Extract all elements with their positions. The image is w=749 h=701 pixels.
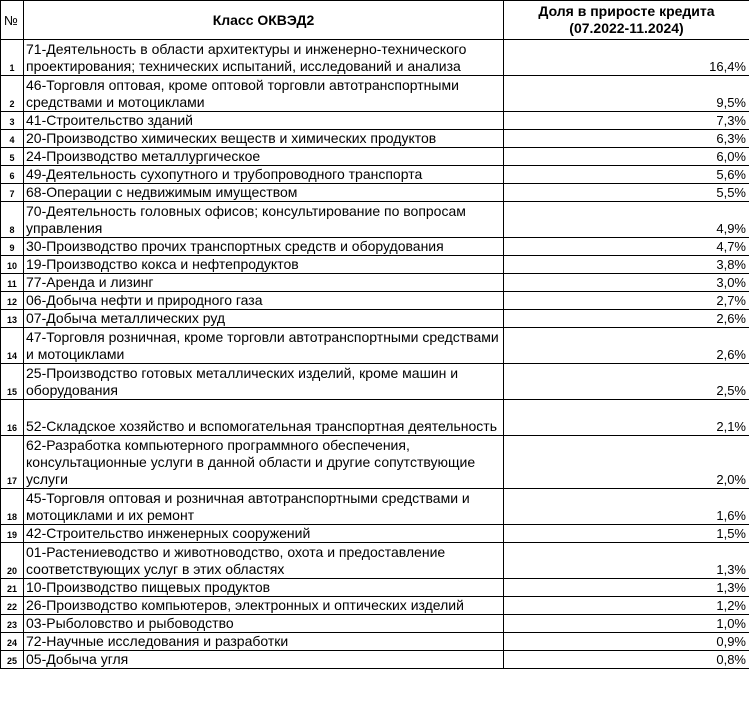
table-row [1, 256, 749, 274]
row-okved-class: 10-Производство пищевых продуктов [24, 579, 504, 597]
row-okved-class: 05-Добыча угля [24, 651, 504, 669]
table-row [1, 633, 749, 651]
table-row [1, 130, 749, 148]
header-share-title: Доля в приросте кредита [538, 3, 715, 19]
row-okved-class: 62-Разработка компьютерного программного обеспечения, консультационные услуги в данной области и другие сопутствующие услуги [24, 436, 504, 489]
row-share-value: 5,5% [504, 184, 749, 202]
row-number: 22 [1, 597, 24, 615]
row-share-value: 2,7% [504, 292, 749, 310]
row-number: 8 [1, 202, 24, 238]
table-row [1, 310, 749, 328]
header-number: № [1, 1, 24, 40]
row-okved-class: 41-Строительство зданий [24, 112, 504, 130]
row-okved-class: 46-Торговля оптовая, кроме оптовой торговли автотранспортными средствами и мотоциклами [24, 76, 504, 112]
row-number: 25 [1, 651, 24, 669]
row-okved-class: 20-Производство химических веществ и химических продуктов [24, 130, 504, 148]
table-row [1, 148, 749, 166]
row-share-value: 1,3% [504, 543, 749, 579]
row-number: 2 [1, 76, 24, 112]
header-share [504, 1, 749, 40]
row-okved-class: 71-Деятельность в области архитектуры и инженерно-технического проектирования; технических испытаний, исследований и анализа [24, 40, 504, 76]
row-number: 15 [1, 364, 24, 400]
row-number: 24 [1, 633, 24, 651]
row-share-value: 1,5% [504, 525, 749, 543]
table-row [1, 40, 749, 76]
row-share-value: 9,5% [504, 76, 749, 112]
row-share-value: 5,6% [504, 166, 749, 184]
header-class: Класс ОКВЭД2 [24, 1, 504, 40]
row-share-value: 16,4% [504, 40, 749, 76]
row-number: 21 [1, 579, 24, 597]
table-row [1, 184, 749, 202]
row-share-value: 6,0% [504, 148, 749, 166]
row-number: 16 [1, 400, 24, 436]
row-okved-class: 06-Добыча нефти и природного газа [24, 292, 504, 310]
row-share-value: 1,3% [504, 579, 749, 597]
row-share-value: 2,5% [504, 364, 749, 400]
table-row [1, 238, 749, 256]
table-row [1, 615, 749, 633]
table-row [1, 76, 749, 112]
row-share-value: 2,6% [504, 328, 749, 364]
row-number: 19 [1, 525, 24, 543]
row-share-value: 1,0% [504, 615, 749, 633]
row-number: 11 [1, 274, 24, 292]
row-share-value: 2,6% [504, 310, 749, 328]
row-okved-class: 68-Операции с недвижимым имуществом [24, 184, 504, 202]
table-row [1, 489, 749, 525]
row-okved-class: 07-Добыча металлических руд [24, 310, 504, 328]
row-okved-class: 47-Торговля розничная, кроме торговли автотранспортными средствами и мотоциклами [24, 328, 504, 364]
row-okved-class: 77-Аренда и лизинг [24, 274, 504, 292]
row-number: 5 [1, 148, 24, 166]
row-share-value: 2,1% [504, 400, 749, 436]
table-row [1, 400, 749, 436]
row-share-value: 1,2% [504, 597, 749, 615]
table-row [1, 328, 749, 364]
row-number: 4 [1, 130, 24, 148]
table-row [1, 543, 749, 579]
row-okved-class: 26-Производство компьютеров, электронных и оптических изделий [24, 597, 504, 615]
row-share-value: 2,0% [504, 436, 749, 489]
table-row [1, 112, 749, 130]
row-number: 13 [1, 310, 24, 328]
table-row [1, 525, 749, 543]
row-number: 7 [1, 184, 24, 202]
table-row [1, 202, 749, 238]
header-row [1, 1, 749, 40]
row-okved-class: 42-Строительство инженерных сооружений [24, 525, 504, 543]
row-okved-class: 19-Производство кокса и нефтепродуктов [24, 256, 504, 274]
row-okved-class: 72-Научные исследования и разработки [24, 633, 504, 651]
table-row [1, 292, 749, 310]
row-number: 1 [1, 40, 24, 76]
row-number: 3 [1, 112, 24, 130]
row-okved-class: 30-Производство прочих транспортных средств и оборудования [24, 238, 504, 256]
row-okved-class: 45-Торговля оптовая и розничная автотранспортными средствами и мотоциклами и их ремонт [24, 489, 504, 525]
table-row [1, 597, 749, 615]
table-row [1, 436, 749, 489]
row-number: 12 [1, 292, 24, 310]
row-okved-class: 03-Рыболовство и рыбоводство [24, 615, 504, 633]
row-share-value: 1,6% [504, 489, 749, 525]
row-share-value: 7,3% [504, 112, 749, 130]
row-number: 14 [1, 328, 24, 364]
row-okved-class: 52-Складское хозяйство и вспомогательная транспортная деятельность [24, 400, 504, 436]
row-okved-class: 25-Производство готовых металлических изделий, кроме машин и оборудования [24, 364, 504, 400]
row-number: 18 [1, 489, 24, 525]
row-number: 10 [1, 256, 24, 274]
row-share-value: 0,9% [504, 633, 749, 651]
header-share-period: (07.2022-11.2024) [569, 20, 684, 36]
row-number: 23 [1, 615, 24, 633]
row-okved-class: 24-Производство металлургическое [24, 148, 504, 166]
table-row [1, 274, 749, 292]
row-share-value: 0,8% [504, 651, 749, 669]
row-share-value: 3,8% [504, 256, 749, 274]
table-row [1, 651, 749, 669]
row-okved-class: 49-Деятельность сухопутного и трубопроводного транспорта [24, 166, 504, 184]
row-share-value: 6,3% [504, 130, 749, 148]
table-row [1, 166, 749, 184]
row-number: 20 [1, 543, 24, 579]
row-okved-class: 01-Растениеводство и животноводство, охота и предоставление соответствующих услуг в этих областях [24, 543, 504, 579]
row-number: 17 [1, 436, 24, 489]
row-share-value: 3,0% [504, 274, 749, 292]
table-row [1, 364, 749, 400]
row-number: 6 [1, 166, 24, 184]
row-share-value: 4,7% [504, 238, 749, 256]
table-row [1, 579, 749, 597]
row-okved-class: 70-Деятельность головных офисов; консультирование по вопросам управления [24, 202, 504, 238]
row-number: 9 [1, 238, 24, 256]
row-share-value: 4,9% [504, 202, 749, 238]
